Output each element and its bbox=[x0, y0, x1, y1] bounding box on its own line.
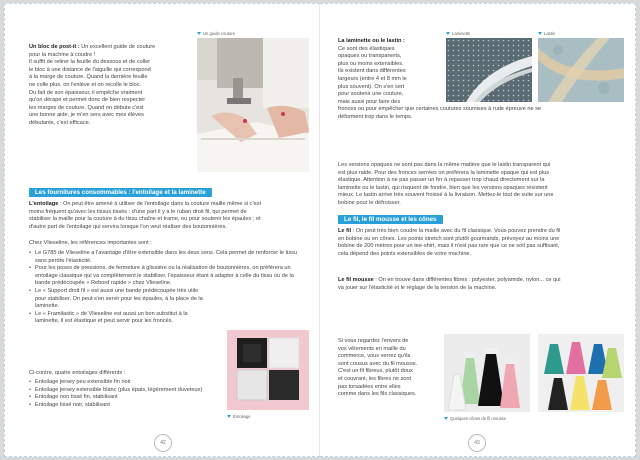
list-item: • Le « Framilastic » de Vlieseline est aussi un bon substitut à la laminette, il est élastique et peut servir pour les froncés. bbox=[29, 311, 209, 326]
versions-paragraph: Les versions opaques ne sont pas dans la même matière que le lastin transparent qui est plus raide. Pour des fronces serrées on préférera la laminette opaque qui est plus élastique. Attention à ne pas passer un fer à repasser trop chaud directement sur la laminette ou le lastin, qui risquent de fondre, bien que les versions opaques résistent mieux. Le lastin arrive très souvent froissé à la livraison. Mettez-le tout de suite sur une bobine pour le défroisser. bbox=[338, 162, 554, 206]
list-item: • Le G785 de Vlieseline a l'avantage d'être extensible dans les deux sens. Cela permet de renforcer le tissu sans perdre l'élasticité. bbox=[29, 250, 299, 265]
vlieseline-list bbox=[29, 250, 299, 326]
caption-marker-icon bbox=[446, 32, 450, 35]
reverse-side-paragraph: Si vous regardez l'envers de vos vêtements en maille du commerce, vous verrez qu'ils sont cousus avec du fil mousse. C'est un fil fibreux, plutôt doux et couvrant, les fibres ne sont pas torsadées entre elles comme dans les fils classiques. bbox=[338, 338, 418, 398]
page-number-left: 42 bbox=[154, 434, 172, 452]
photo-caption-lastin: Lastin bbox=[538, 31, 555, 36]
list-item: • Entoilage jersey peu extensible fin noir bbox=[29, 379, 209, 387]
book-spread bbox=[4, 3, 636, 457]
right-page bbox=[320, 3, 636, 457]
thread-cones-photo-1 bbox=[444, 334, 530, 412]
photo-caption-entoilage: Entoilage bbox=[227, 414, 250, 419]
caption-marker-icon bbox=[197, 32, 201, 35]
left-page bbox=[4, 3, 320, 457]
list-item: • Entoilage tissé noir, stabilisant bbox=[29, 402, 209, 410]
list-item: • Entoilage non tissé fin, stabilisant bbox=[29, 394, 209, 402]
entoilage-paragraph: L'entoilage : On peut être amené à utiliser de l'entoilage dans la couture maille même si c'est moins fréquent qu'avec les tissus tissés : d'une part il y a le ruban droit fil, qui permet de stabiliser la maille pour la couture à du tissu chaîne et trame, ou pour soutenir les épaules ; et d'autre part de l'entoilage qui servira lorsque l'on veut réaliser des boutonnières. bbox=[29, 201, 261, 230]
caption-marker-icon bbox=[538, 32, 542, 35]
page-number-right: 43 bbox=[468, 434, 486, 452]
foam-thread-paragraph: Le fil mousse : On en trouve dans différentes fibres : polyester, polyamide, nylon... ce qui va jouer sur l'élasticité et le réglage de la tension de la machine. bbox=[338, 277, 561, 291]
caption-marker-icon bbox=[227, 415, 231, 418]
thread-paragraph: Le fil : On peut très bien coudre la maille avec du fil classique. Vous pouvez prendre du fil en bobine ou en cônes. Les points stretch sont plutôt gourmands, prévoyez au moins une bobine de 200 mètres pour un tee-shirt, mais il n'est pas rare que ce ne soit pas suffisant, cela dépend des points extensibles de votre machine. bbox=[338, 228, 561, 257]
interfacing-list bbox=[29, 379, 209, 409]
photo-caption-cones: Quelques cônes de fil mousse bbox=[444, 416, 506, 421]
section-heading-thread: Le fil, le fil mousse et les cônes bbox=[338, 215, 443, 224]
laminette-paragraph: La laminette ou le lastin : Ce sont des élastiques opaques ou transparents, plus ou moins extensibles. Ils existent dans différentes largeurs (entre 4 et 8 mm le plus souvent). On s'en sert pour soutenir une couture, mais aussi pour faire des bbox=[338, 38, 407, 105]
thread-cones-photo-2 bbox=[538, 334, 624, 412]
sticky-note-paragraph: Un bloc de post-it : Un excellent guide de couture pour la machine à coudre ! Il suffit de retirer la feuille du dessous et de coller le bloc à une distance de l'aiguille qui correspond à la marge de couture. Quand la dernière feuille ne colle plus, on l'enlève et on recolle le bloc. Du fait de son épaisseur, il empêche vraiment qu'on dérape et permet donc de bien respecter les marges de couture. Quand on débute c'est une bonne aide, je m'en sers avec mes élèves débutants, c'est efficace. bbox=[29, 44, 156, 126]
interfacing-photo bbox=[227, 330, 309, 410]
laminette-continuation: fronces ou pour empêcher que certaines coutures soumises à rude épreuve ne se déforment trop dans le temps. bbox=[338, 106, 542, 120]
list-item: • Le « Support droit fil » est aussi une bande prédécoupée très utile pour stabiliser. On peut s'en servir pour les épaules, à la place de la laminette. bbox=[29, 288, 209, 311]
list-item: • Pour les poses de pressions, de fermeture à glissière ou la réalisation de boutonnières, on préférera un entoilage classique qui va complètement le stabiliser, l'épaisseur étant à adapter à celle du tissu ou de la bande prédécoupée « Rebord rapide » chez Vlieseline. bbox=[29, 265, 299, 288]
photo-caption-guide: Un guide couture bbox=[197, 31, 235, 36]
laminette-photo bbox=[446, 38, 532, 102]
section-heading-consumables: Les fournitures consommables : l'entoilage et la laminette bbox=[29, 188, 212, 197]
photo-caption-laminette: Laminette bbox=[446, 31, 470, 36]
list-item: • Entoilage jersey extensible blanc (plus épais, légèrement duveteux) bbox=[29, 387, 209, 395]
vlieseline-intro: Chez Vlieseline, les références importantes sont : bbox=[29, 240, 152, 246]
sewing-machine-photo bbox=[197, 38, 309, 172]
other-interfacings-intro: Ci-contre, quatre entoilages différents : bbox=[29, 370, 126, 376]
caption-marker-icon bbox=[444, 417, 448, 420]
lastin-photo bbox=[538, 38, 624, 102]
